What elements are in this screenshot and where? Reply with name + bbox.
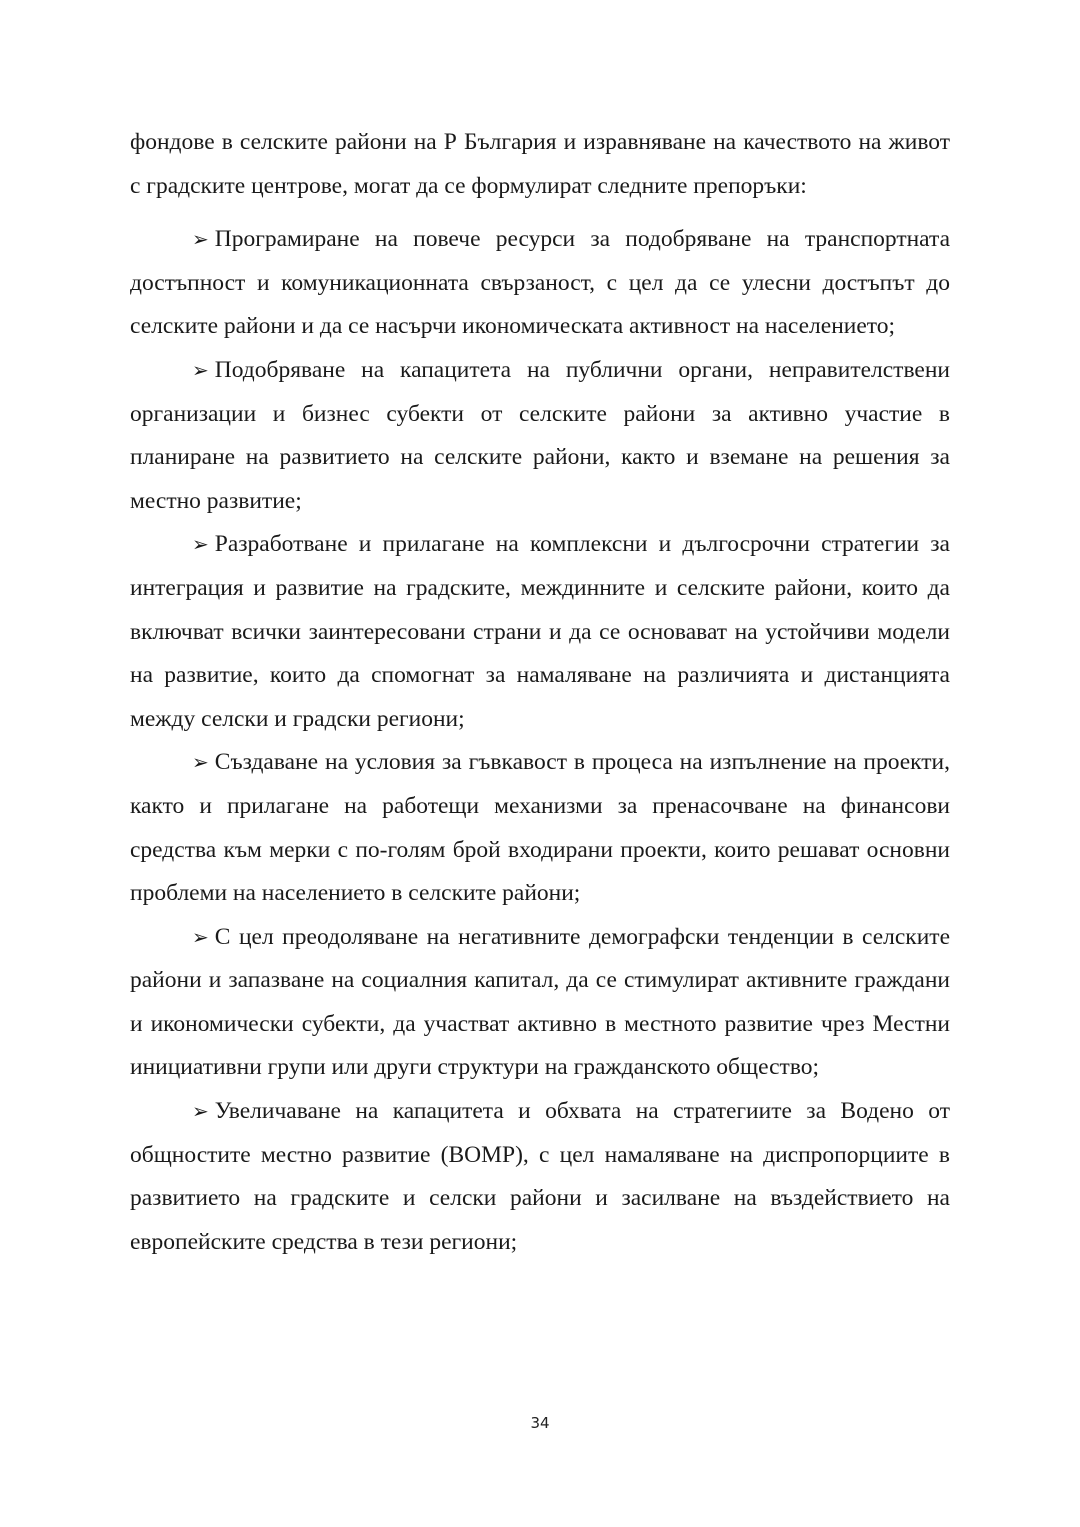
arrow-bullet-icon: ➢ [192,750,209,775]
recommendation-text: Създаване на условия за гъвкавост в процеса на изпълнение на проекти, както и прилагане на работещи механизми за пренасочване на финансови средства към мерки с по-голям брой входирани проекти, които решават основни проблеми на населението в селските райони; [130,749,950,907]
page-body [130,121,950,1264]
arrow-bullet-icon: ➢ [192,924,209,949]
recommendation-text: Подобряване на капацитета на публични органи, неправителствени организации и бизнес субекти от селските райони за активно участие в планиране на развитието на селските райони, както и вземане на решения за местно развитие; [130,356,950,514]
arrow-bullet-icon: ➢ [192,357,209,382]
arrow-bullet-icon: ➢ [192,532,209,557]
recommendation-item [130,349,950,523]
recommendation-item [130,218,950,349]
recommendation-item [130,741,950,915]
recommendation-item [130,523,950,741]
arrow-bullet-icon: ➢ [192,227,209,252]
recommendation-text: Разработване и прилагане на комплексни и дългосрочни стратегии за интеграция и развитие на градските, междинните и селските райони, които да включват всички заинтересовани страни и да се основават на устойчиви модели на развитие, които да спомогнат за намаляване на различията и дистанцията между селски и градски региони; [130,531,950,732]
recommendation-item [130,1090,950,1264]
recommendation-text: Програмиране на повече ресурси за подобряване на транспортната достъпност и комуникационната свързаност, с цел да се улесни достъпът до селските райони и да се насърчи икономическата активност на населението; [130,226,950,340]
recommendation-item [130,916,950,1090]
recommendation-text: Увеличаване на капацитета и обхвата на стратегиите за Водено от общностите местно развитие (ВОМР), с цел намаляване на диспропорциите в развитието на градските и селски райони и засилване на въздействието на европейските средства в тези региони; [130,1098,950,1255]
arrow-bullet-icon: ➢ [192,1099,209,1124]
page-number: 34 [530,1414,550,1432]
recommendation-text: С цел преодоляване на негативните демографски тенденции в селските райони и запазване на социалния капитал, да се стимулират активните граждани и икономически субекти, да участват активно в местното развитие чрез Местни инициативни групи или други структури на гражданското общество; [130,923,950,1081]
intro-paragraph: фондове в селските райони на Р България и изравняване на качеството на живот с градските центрове, могат да се формулират следните препоръки: [130,129,950,199]
